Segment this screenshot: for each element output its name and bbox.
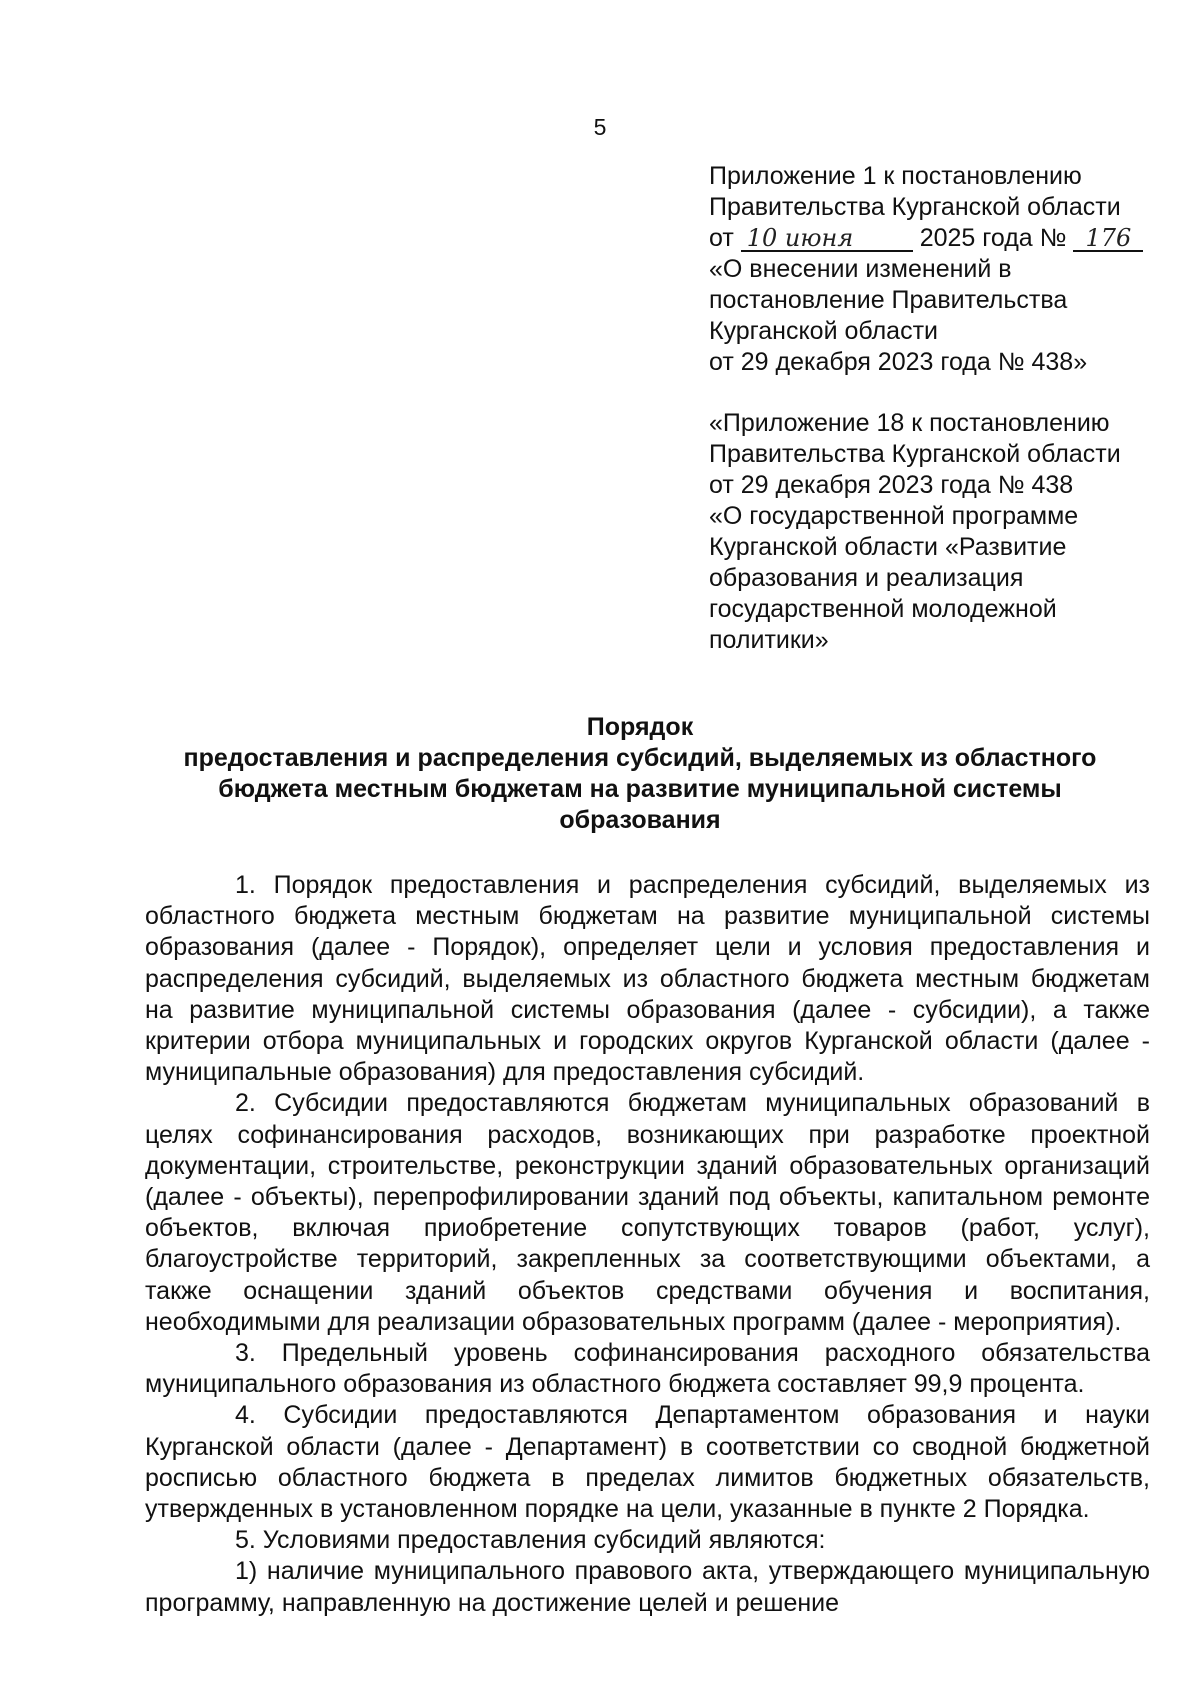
appendix-1-line: Курганской области bbox=[709, 317, 939, 345]
appendix-1-line: от 29 декабря 2023 года № 438» bbox=[709, 348, 1088, 376]
appendix-18-line: от 29 декабря 2023 года № 438 bbox=[709, 471, 1074, 499]
year-and-number-label: 2025 года № bbox=[919, 224, 1067, 252]
document-title bbox=[140, 712, 1140, 836]
appendix-18-line: политики» bbox=[709, 626, 829, 654]
document-body bbox=[145, 870, 1150, 1619]
appendix-1-line: Правительства Курганской области bbox=[709, 193, 1121, 221]
paragraph-5: 5. Условиями предоставления субсидий являются: bbox=[235, 1526, 826, 1555]
title-line: образования bbox=[559, 806, 721, 834]
paragraph-3: 3. Предельный уровень софинансирования расходного обязательства муниципального образования из областного бюджета составляет 99,9 процента. bbox=[145, 1339, 1150, 1399]
handwritten-number: 176 bbox=[1073, 226, 1143, 252]
paragraph-1: 1. Порядок предоставления и распределения субсидий, выделяемых из областного бюджета местным бюджетам на развитие муниципальной системы образования (далее - Порядок), определяет цели и условия предоставления и распределения субсидий, выделяемых из областного бюджета местным бюджетам на развитие муниципальной системы образования (далее - субсидии), а также критерии отбора муниципальных и городских округов Курганской области (далее - муниципальные образования) для предоставления субсидий. bbox=[145, 871, 1150, 1087]
paragraph-5-item-1: 1) наличие муниципального правового акта, утверждающего муниципальную программу, направленную на достижение целей и решение bbox=[145, 1557, 1150, 1617]
paragraph-4: 4. Субсидии предоставляются Департаментом образования и науки Курганской области (далее - Департамент) в соответствии со сводной бюджетной росписью областного бюджета в пределах лимитов бюджетных обязательств, утвержденных в установленном порядке на цели, указанные в пункте 2 Порядка. bbox=[145, 1401, 1150, 1524]
title-line: предоставления и распределения субсидий, выделяемых из областного bbox=[183, 744, 1097, 772]
appendix-18-line: образования и реализация bbox=[709, 564, 1024, 592]
date-prefix: от bbox=[709, 224, 734, 252]
appendix-18-line: «Приложение 18 к постановлению bbox=[709, 409, 1110, 437]
paragraph-2: 2. Субсидии предоставляются бюджетам муниципальных образований в целях софинансирования расходов, возникающих при разработке проектной документации, строительстве, реконструкции зданий образовательных организаций (далее - объекты), перепрофилировании зданий под объекты, капитальном ремонте объектов, включая приобретение сопутствующих товаров (работ, услуг), благоустройстве территорий, закрепленных за соответствующими объектами, а также оснащении зданий объектов средствами обучения и воспитания, необходимыми для реализации образовательных программ (далее - мероприятия). bbox=[145, 1089, 1150, 1336]
title-line: Порядок bbox=[586, 713, 694, 741]
appendix-18-line: Курганской области «Развитие bbox=[709, 533, 1067, 561]
title-line: бюджета местным бюджетам на развитие муниципальной системы bbox=[218, 775, 1062, 803]
appendix-1-line: постановление Правительства bbox=[709, 286, 1068, 314]
appendix-1-date-line bbox=[709, 223, 1169, 254]
handwritten-date: 10 июня bbox=[741, 226, 913, 252]
appendix-18-line: государственной молодежной bbox=[709, 595, 1057, 623]
appendix-18-line: «О государственной программе bbox=[709, 502, 1079, 530]
appendix-18-header bbox=[709, 408, 1169, 656]
page-number: 5 bbox=[593, 114, 607, 140]
appendix-1-line: Приложение 1 к постановлению bbox=[709, 162, 1082, 190]
appendix-1-line: «О внесении изменений в bbox=[709, 255, 1012, 283]
appendix-18-line: Правительства Курганской области bbox=[709, 440, 1121, 468]
appendix-1-header bbox=[709, 161, 1169, 378]
